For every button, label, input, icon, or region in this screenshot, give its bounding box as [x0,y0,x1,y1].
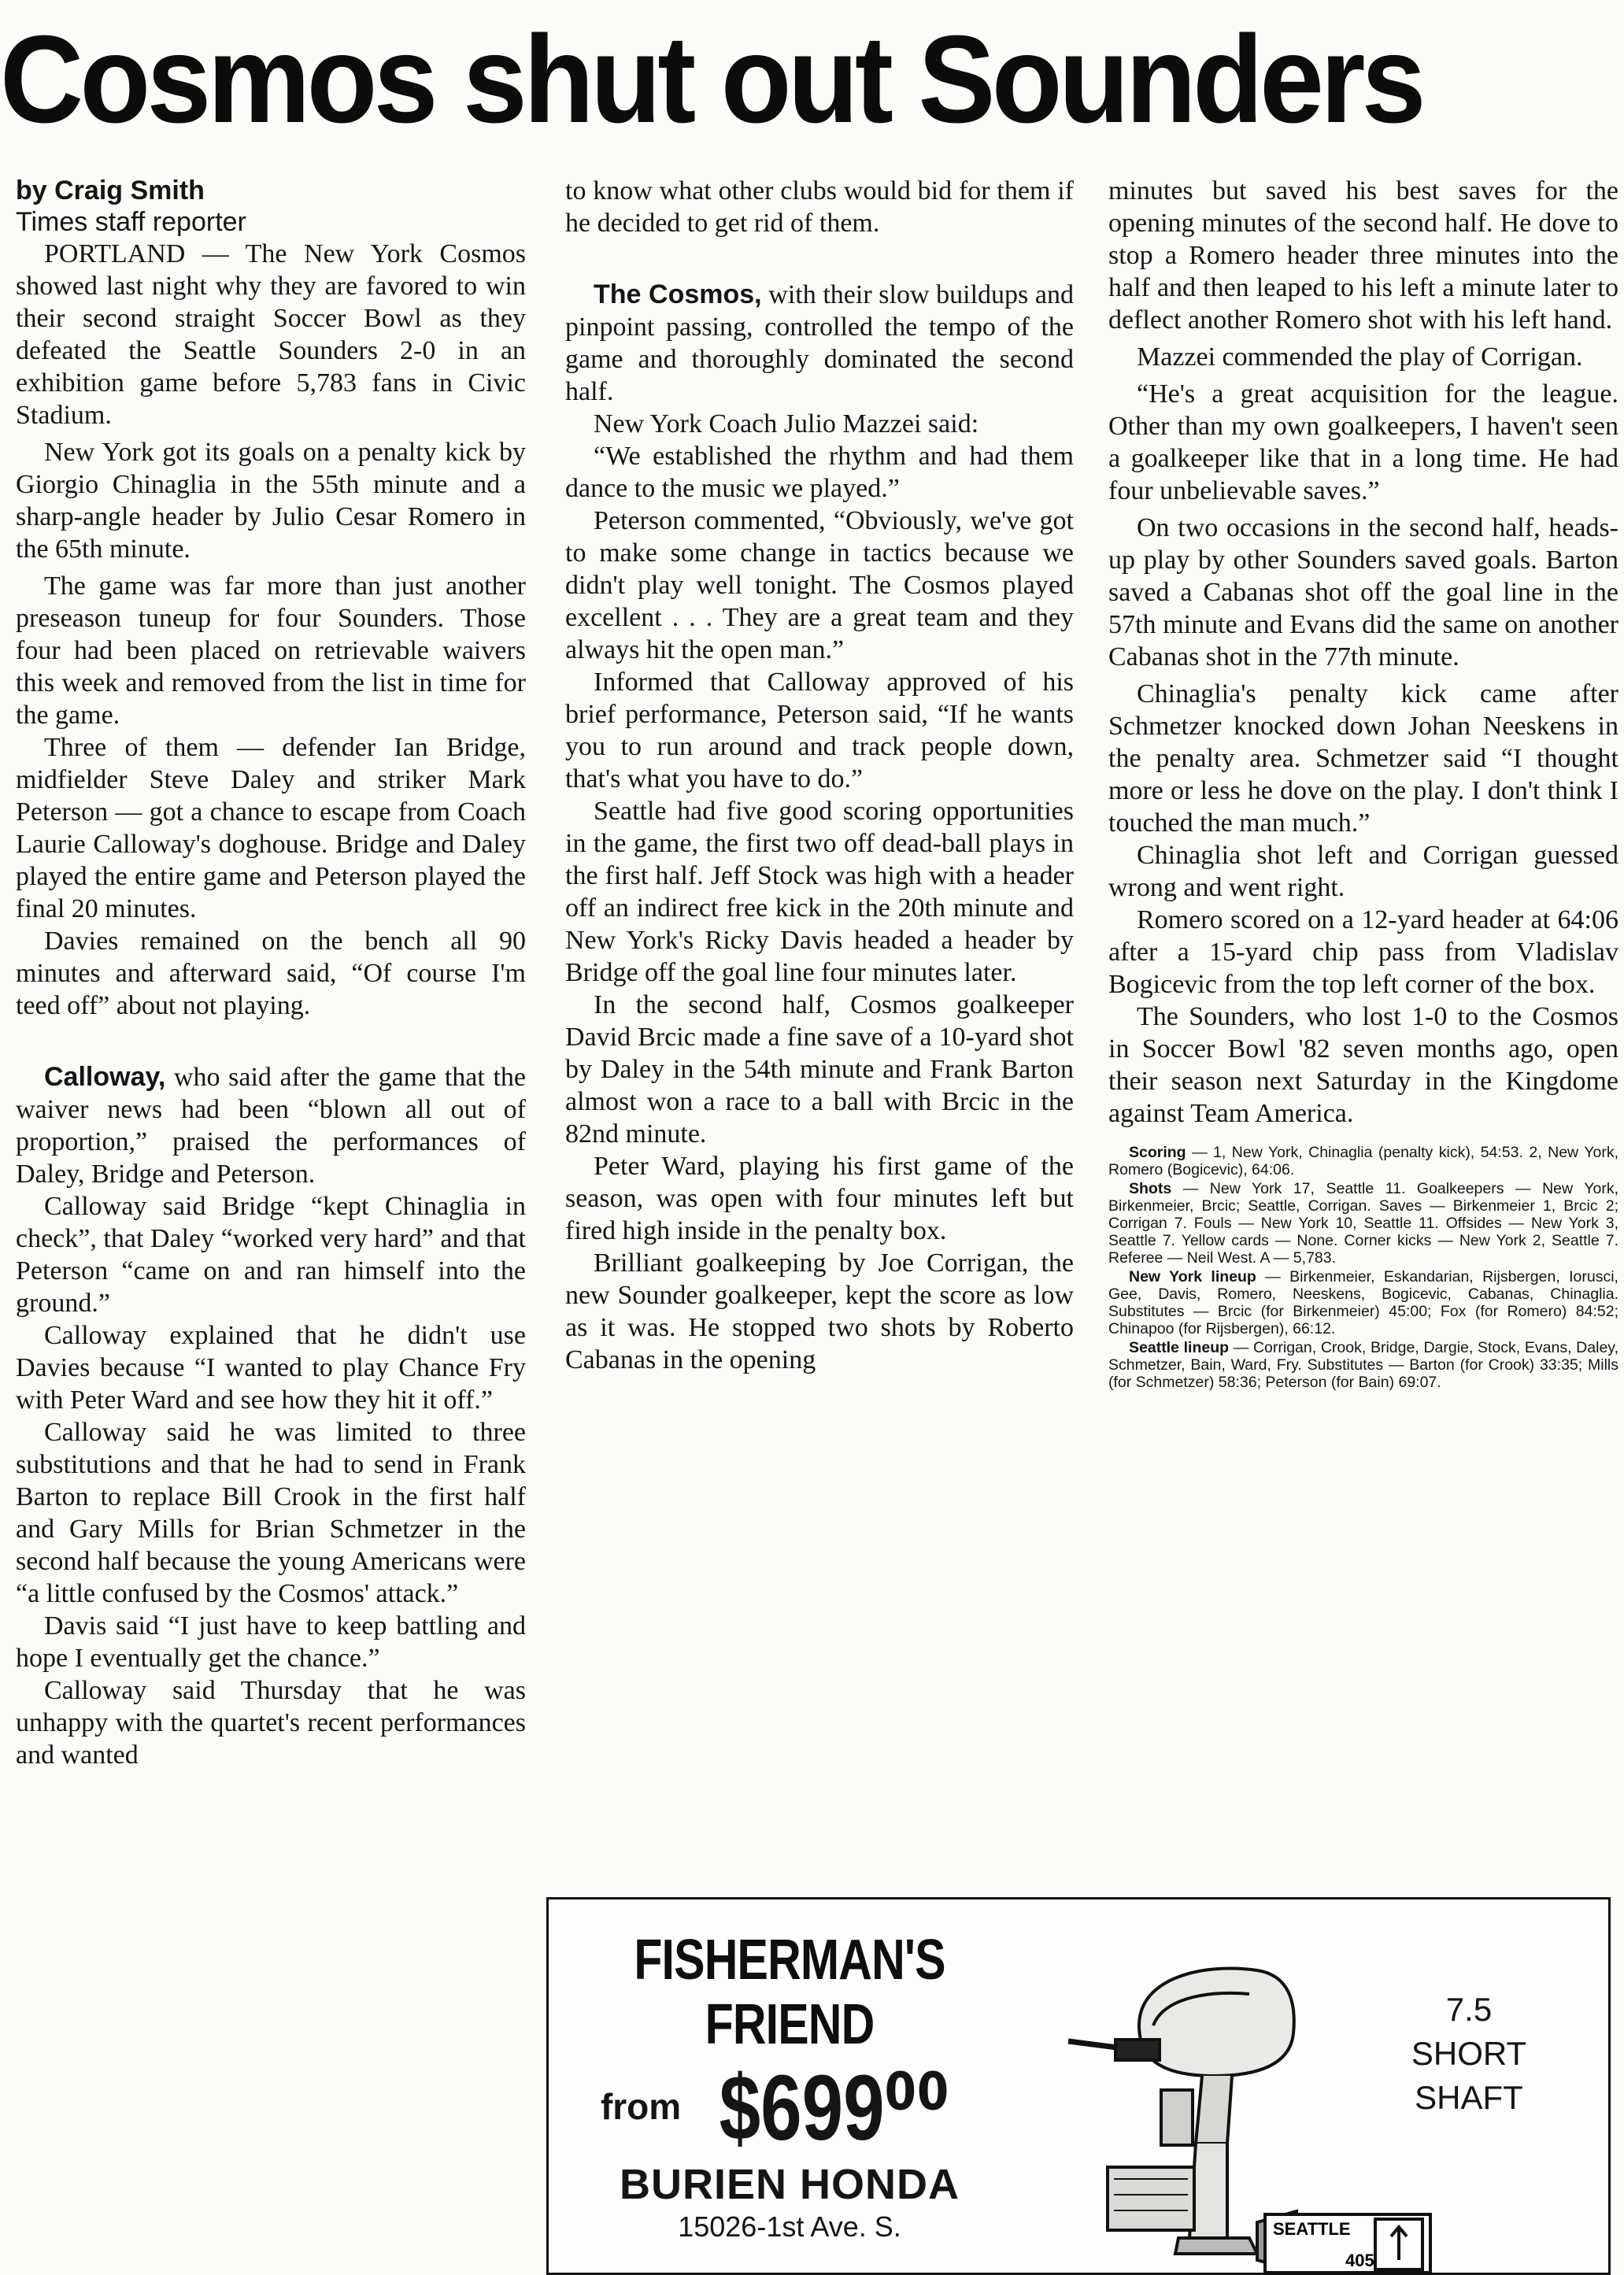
paragraph: Davies remained on the bench all 90 minutes and afterward said, “Of course I'm teed off” about not playing. [16,927,526,1020]
paragraph: The game was far more than just another preseason tuneup for four Sounders. Those four had been placed on retrievable waivers this week and removed from the list in time for the game. [16,572,526,730]
article-column-2 [565,175,1074,1376]
byline: by Craig Smith [16,176,205,205]
route-number: 405 [1345,2251,1374,2270]
box-score-label: Shots [1129,1180,1172,1197]
paragraph: PORTLAND — The New York Cosmos showed last night why they are favored to win their second straight Soccer Bowl as they defeated the Seattle Sounders 2-0 in an exhibition game before 5,783 fans in Civic Stadium. [16,239,526,430]
ad-headline-1: FISHERMAN'S [634,1929,945,1992]
ad-price: $699⁰⁰ [719,2056,950,2160]
ad-spec-shaft: SHAFT [1415,2079,1523,2116]
box-score-seattle-lineup [1108,1339,1618,1391]
paragraph: to know what other clubs would bid for them if he decided to get rid of them. [565,176,1074,238]
road-sign-text: SEATTLE [1273,2219,1351,2239]
paragraph: Three of them — defender Ian Bridge, midfielder Steve Daley and striker Mark Peterson — got a chance to escape from Coach Laurie Calloway's doghouse. Bridge and Daley played the entire game and Peterson played the final 20 minutes. [16,733,526,923]
paragraph: Calloway explained that he didn't use Davies because “I wanted to play Chance Fry with Peter Ward and see how they hit it off.” [16,1321,526,1415]
road-sign-illustration [1257,2199,1446,2274]
paragraph: In the second half, Cosmos goalkeeper David Brcic made a fine save of a 10-yard shot by Daley in the 54th minute and Frank Barton almost won a race to a ball with Brcic in the 82nd minute. [565,990,1074,1149]
ad-horsepower: 7.5 [1445,1991,1493,2028]
box-score-text: — 1, New York, Chinaglia (penalty kick), 54:53. 2, New York, Romero (Bogicevic), 64:06. [1108,1144,1618,1178]
paragraph: Mazzei commended the play of Corrigan. [1137,342,1583,372]
box-score-text: — New York 17, Seattle 11. Goalkeepers — New York, Birkenmeier, Brcic; Seattle, Corrigan. Saves — Birkenmeier 1, Brcic 2; Corrigan 7. Fouls — New York 10, Seattle 11. Offsides — New York 3, Seattle 7. Yellow cards — None. Corner kicks — New York 2, Seattle 7. Referee — Neil West. A — 5,783. [1108,1180,1618,1267]
paragraph: Chinaglia shot left and Corrigan guessed wrong and went right. [1108,841,1618,902]
paragraph [16,1061,526,1190]
ad-from: from [600,2086,682,2127]
paragraph: Seattle had five good scoring opportunities in the game, the first two off dead-ball plays in the first half. Jeff Stock was high with a header off an indirect free kick in the 20th minute and New York's Ricky Davis headed a header by Bridge off the goal line four minutes later. [565,797,1074,987]
paragraph: Brilliant goalkeeping by Joe Corrigan, the new Sounder goalkeeper, kept the score as low as it was. He stopped two shots by Roberto Cabanas in the opening [565,1248,1074,1374]
ad-headline-2: FRIEND [705,1993,875,2056]
paragraph: New York Coach Julio Mazzei said: [594,409,979,438]
ad-price-row [577,2056,1002,2160]
ad-address: 15026-1st Ave. S. [678,2210,901,2243]
paragraph: Davis said “I just have to keep battling and hope I eventually get the chance.” [16,1611,526,1673]
paragraph: Calloway said Thursday that he was unhappy with the quartet's recent performances and wanted [16,1676,526,1770]
box-score-ny-lineup [1108,1268,1618,1337]
ad-copy [577,1928,1002,2243]
paragraph: “We established the rhythm and had them dance to the music we played.” [565,442,1074,503]
paragraph: Informed that Calloway approved of his brief performance, Peterson said, “If he wants you to run around and track people down, that's what you have to do.” [565,668,1074,793]
box-score-label: Scoring [1129,1144,1186,1161]
box-score-label: Seattle lineup [1129,1339,1230,1356]
paragraph: minutes but saved his best saves for the opening minutes of the second half. He dove to stop a Romero header three minutes into the half and then leaped to his left a minute later to deflect another Romero shot with his left hand. [1108,176,1618,335]
paragraph [565,279,1074,408]
paragraph: On two occasions in the second half, heads-up play by other Sounders saved goals. Barton saved a Cabanas shot off the goal line in the 57th minute and Evans did the same on another Cabanas shot in the 77th minute. [1108,513,1618,671]
article-column-1 [16,175,526,1771]
lead-in: Calloway, [44,1062,166,1092]
paragraph: Romero scored on a 12-yard header at 64:06 after a 15-yard chip pass from Vladislav Bogicevic from the top left corner of the box. [1108,905,1618,999]
box-score-shots [1108,1180,1618,1267]
lead-in: The Cosmos, [594,279,762,309]
headline: Cosmos shut out Sounders [0,10,1422,149]
box-score-scoring [1108,1144,1618,1178]
ad-spec-short: SHORT [1411,2035,1527,2072]
paragraph: Calloway said Bridge “kept Chinaglia in check”, that Daley “worked very hard” and that Peterson “came on and ran himself into the ground.” [16,1192,526,1318]
paragraph: “He's a great acquisition for the league. Other than my own goalkeepers, I haven't seen a goalkeeper like that in a long time. He had four unbelievable saves.” [1108,379,1618,505]
paragraph: The Sounders, who lost 1-0 to the Cosmos in Soccer Bowl '82 seven months ago, open their season next Saturday in the Kingdome against Team America. [1108,1002,1618,1128]
box-score [1108,1144,1618,1391]
byline-title: Times staff reporter [16,207,246,237]
paragraph: Peter Ward, playing his first game of the season, was open with four minutes left but fired high inside in the penalty box. [565,1152,1074,1245]
paragraph: Chinaglia's penalty kick came after Schmetzer knocked down Johan Neeskens in the penalty area. Schmetzer said “I thought more or less he dove on the play. I don't think I touched the man much.” [1108,679,1618,838]
box-score-label: New York lineup [1129,1268,1256,1285]
ad-dealer-name: BURIEN HONDA [619,2161,960,2208]
paragraph-text: with their slow buildups and pinpoint passing, controlled the tempo of the game and thoroughly dominated the second half. [565,280,1075,406]
box-score-text: — Birkenmeier, Eskandarian, Rijsbergen, Iorusci, Gee, Davis, Romero, Neeskens, Bogicevic, Cabanas, Chinaglia. Substitutes — Brcic (for Birkenmeier) 45:00; Fox (for Romero) 84:52; Chinapoo (for Rijsbergen), 66:12. [1108,1268,1618,1337]
paragraph: Peterson commented, “Obviously, we've got to make some change in tactics because we didn't play well tonight. The Cosmos played excellent . . . They are a great team and they always hit the open man.” [565,506,1074,664]
advertisement [546,1897,1611,2275]
paragraph: Calloway said he was limited to three substitutions and that he had to send in Frank Barton to replace Bill Crook in the first half and Gary Mills for Brian Schmetzer in the second half because the young Americans were “a little confused by the Cosmos' attack.” [16,1418,526,1608]
paragraph-text: who said after the game that the waiver news had been “blown all out of proportion,” praised the performances of Daley, Bridge and Peterson. [16,1063,526,1189]
article-column-3 [1108,175,1618,1393]
paragraph: New York got its goals on a penalty kick by Giorgio Chinaglia in the 55th minute and a sharp-angle header by Julio Cesar Romero in the 65th minute. [16,438,526,564]
box-score-text: — Corrigan, Crook, Bridge, Dargie, Stock, Evans, Daley, Schmetzer, Bain, Ward, Fry. Substitutes — Barton (for Crook) 33:35; Mills (for Schmetzer) 58:36; Peterson (for Bain) 69:07. [1108,1339,1619,1391]
ad-engine-spec [1386,1988,1552,2120]
